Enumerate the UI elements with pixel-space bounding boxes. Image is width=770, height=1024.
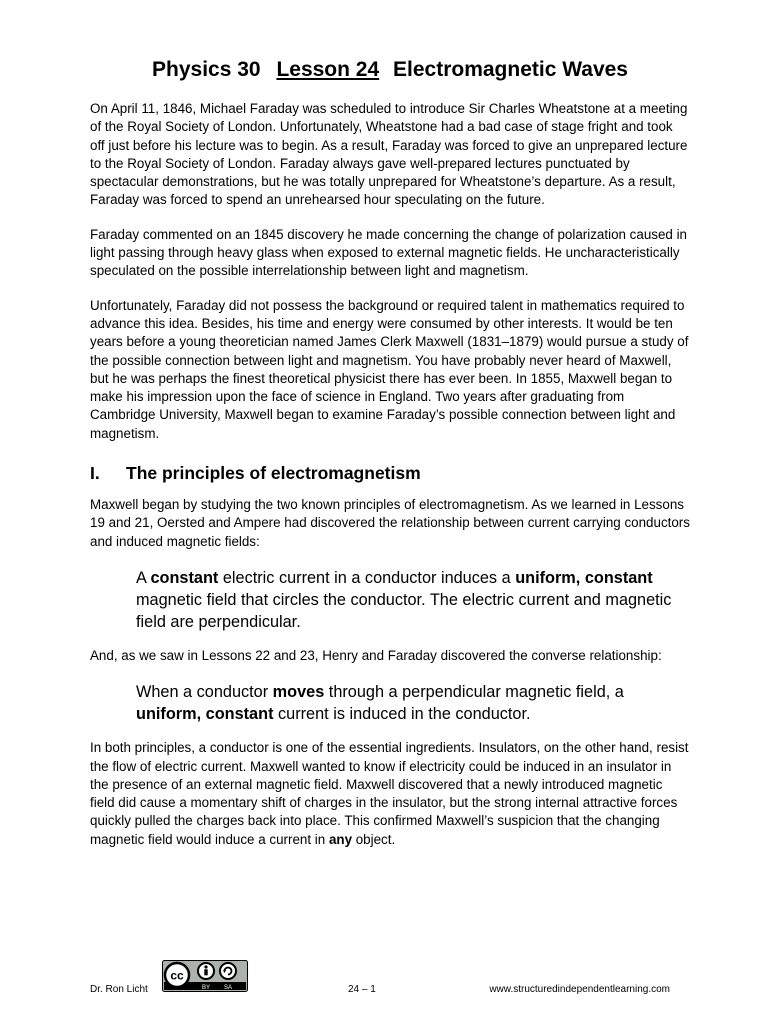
license-by-label: BY — [201, 984, 211, 991]
page-footer — [90, 960, 670, 1000]
license-sa-label: SA — [223, 984, 233, 991]
principle-1-text-b: electric current in a conductor induces a — [218, 568, 516, 587]
principle-statement-2 — [136, 681, 690, 725]
principle-1-bold-b: uniform, constant — [515, 568, 653, 587]
principle-statement-1 — [136, 567, 690, 633]
section-paragraph-1: Maxwell began by studying the two known principles of electromagnetism. As we learned in Lessons 19 and 21, Oersted and Ampere had discovered the relationship between current carrying conductors and induced magnetic fields: — [90, 497, 690, 549]
document-page — [90, 58, 690, 865]
intro-paragraph-1: On April 11, 1846, Michael Faraday was scheduled to introduce Sir Charles Wheatstone at a meeting of the Royal Society of London. Unfortunately, Wheatstone had a bad case of stage fright and took off just before his lecture was to begin. As a result, Faraday was forced to give an unprepared lecture to the Royal Society of London. Faraday always gave well-prepared lectures punctuated by spectacular demonstrations, but he was totally unprepared for Wheatstone’s departure. As a result, Faraday was forced to spend an unrehearsed hour speculating on the future. — [90, 101, 688, 208]
lesson-number: Lesson 24 — [276, 58, 380, 81]
paragraph-3-bold: any — [328, 831, 353, 847]
section-title: The principles of electromagnetism — [126, 463, 421, 484]
principle-2-text-b: through a perpendicular magnetic field, a — [324, 683, 624, 702]
principle-2-text-a: When a conductor — [136, 683, 273, 702]
principle-2-bold-a: moves — [272, 683, 325, 702]
principle-1-text-c: magnetic field that circles the conductor. The electric current and magnetic field are perpendicular. — [136, 590, 672, 631]
paragraph-3-text: In both principles, a conductor is one of the essential ingredients. Insulators, on the other hand, resist the flow of electric current. Maxwell wanted to know if electricity could be induced in an insulator in the presence of an external magnetic field. Maxwell discovered that a newly introduced magnetic field did cause a momentary shift of charges in the insulator, but the strong internal attractive forces quickly pulled the charges back into place. This confirmed Maxwell’s suspicion that the changing magnetic field would induce a current in — [90, 740, 689, 847]
course-name: Physics 30 — [152, 58, 261, 81]
intro-paragraph-3: Unfortunately, Faraday did not possess the background or required talent in mathematics required to advance this idea. Besides, his time and energy were consumed by other interests. It would be ten years before a young theoretician named James Clerk Maxwell (1831–1879) would pursue a study of the possible connection between light and magnetism. You have probably never heard of Maxwell, but he was perhaps the finest theoretical physicist there has ever been. In 1855, Maxwell began to make his impression upon the face of science in England. Two years after graduating from Cambridge University, Maxwell began to examine Faraday’s possible connection between light and magnetism. — [90, 297, 689, 441]
lesson-topic: Electromagnetic Waves — [393, 58, 628, 81]
footer-author: Dr. Ron Licht — [90, 984, 148, 995]
principle-1-text-a: A — [136, 568, 151, 587]
section-number: I. — [90, 463, 100, 484]
principle-2-bold-b: uniform, constant — [136, 705, 274, 724]
paragraph-3-end: object. — [352, 831, 396, 847]
creative-commons-license-icon — [162, 960, 248, 992]
section-heading — [90, 463, 690, 484]
section-paragraph-3 — [90, 739, 690, 849]
intro-paragraph-2: Faraday commented on an 1845 discovery he made concerning the change of polarization caused in light passing through heavy glass when exposed to external magnetic fields. He uncharacteristically speculated on the possible interrelationship between light and magnetism. — [90, 226, 688, 279]
page-number: 24 – 1 — [348, 984, 376, 995]
principle-1-bold-a: constant — [150, 568, 219, 587]
svg-text:cc: cc — [170, 968, 184, 983]
section-paragraph-2: And, as we saw in Lessons 22 and 23, Henry and Faraday discovered the converse relationship: — [90, 647, 662, 663]
footer-website-link[interactable]: www.structuredindependentlearning.com — [489, 984, 670, 995]
page-title — [90, 58, 690, 82]
principle-2-text-c: current is induced in the conductor. — [273, 705, 531, 724]
